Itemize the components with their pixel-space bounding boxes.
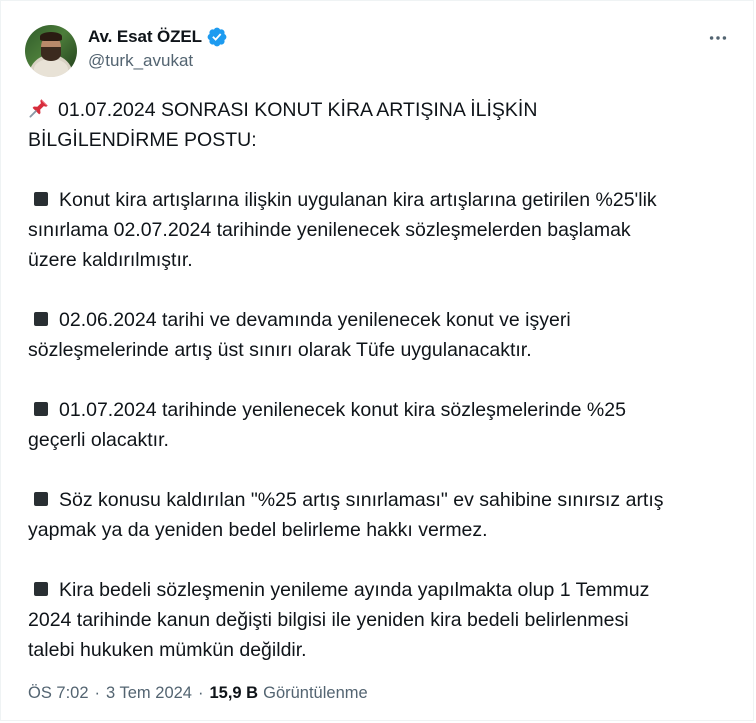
views-label: Görüntülenme <box>263 684 368 702</box>
bullet-line: sınırlama 02.07.2024 tarihinde yenilenecek sözleşmelerden başlamak <box>28 219 631 241</box>
avatar[interactable] <box>25 25 77 77</box>
bullet-item <box>28 575 728 665</box>
post-title-line: BİLGİLENDİRME POSTU: <box>28 129 257 151</box>
bullet-line: Kira bedeli sözleşmenin yenileme ayında yapılmakta olup 1 Temmuz <box>59 579 650 601</box>
post-title <box>28 95 728 155</box>
black-square-icon <box>34 402 48 416</box>
meta-separator: · <box>94 684 101 702</box>
black-square-icon <box>34 492 48 506</box>
bullet-line: talebi hukuken mümkün değildir. <box>28 639 307 661</box>
tweet-meta <box>28 684 368 703</box>
bullet-item <box>28 485 728 545</box>
pushpin-icon <box>28 97 50 119</box>
views-count: 15,9 B <box>209 684 259 702</box>
author-handle[interactable]: @turk_avukat <box>88 51 194 70</box>
more-horizontal-icon[interactable] <box>707 27 729 49</box>
bullet-line: yapmak ya da yeniden bedel belirleme hakkı vermez. <box>28 519 488 541</box>
author-display-name[interactable]: Av. Esat ÖZEL <box>88 27 202 46</box>
post-title-line: 01.07.2024 SONRASI KONUT KİRA ARTIŞINA İLİŞKİN <box>58 99 538 121</box>
tweet-header <box>25 23 735 77</box>
bullet-line: üzere kaldırılmıştır. <box>28 249 193 271</box>
black-square-icon <box>34 582 48 596</box>
bullet-line: Konut kira artışlarına ilişkin uygulanan kira artışlarına getirilen %25'lik <box>59 189 657 211</box>
bullet-line: 2024 tarihinde kanun değişti bilgisi ile yeniden kira bedeli belirlenmesi <box>28 609 629 631</box>
bullet-line: geçerli olacaktır. <box>28 429 169 451</box>
post-time[interactable]: ÖS 7:02 <box>28 684 89 702</box>
bullet-line: 01.07.2024 tarihinde yenilenecek konut kira sözleşmelerinde %25 <box>59 399 626 421</box>
meta-separator: · <box>197 684 204 702</box>
tweet-text <box>28 95 728 695</box>
bullet-item <box>28 305 728 365</box>
bullet-line: 02.06.2024 tarihi ve devamında yenilenecek konut ve işyeri <box>59 309 571 331</box>
post-date[interactable]: 3 Tem 2024 <box>106 684 192 702</box>
author-block <box>88 25 228 71</box>
bullet-line: sözleşmelerinde artış üst sınırı olarak Tüfe uygulanacaktır. <box>28 339 532 361</box>
bullet-line: Söz konusu kaldırılan "%25 artış sınırlaması" ev sahibine sınırsız artış <box>59 489 664 511</box>
black-square-icon <box>34 192 48 206</box>
bullet-item <box>28 185 728 275</box>
verified-badge-icon[interactable] <box>206 26 228 48</box>
black-square-icon <box>34 312 48 326</box>
bullet-item <box>28 395 728 455</box>
